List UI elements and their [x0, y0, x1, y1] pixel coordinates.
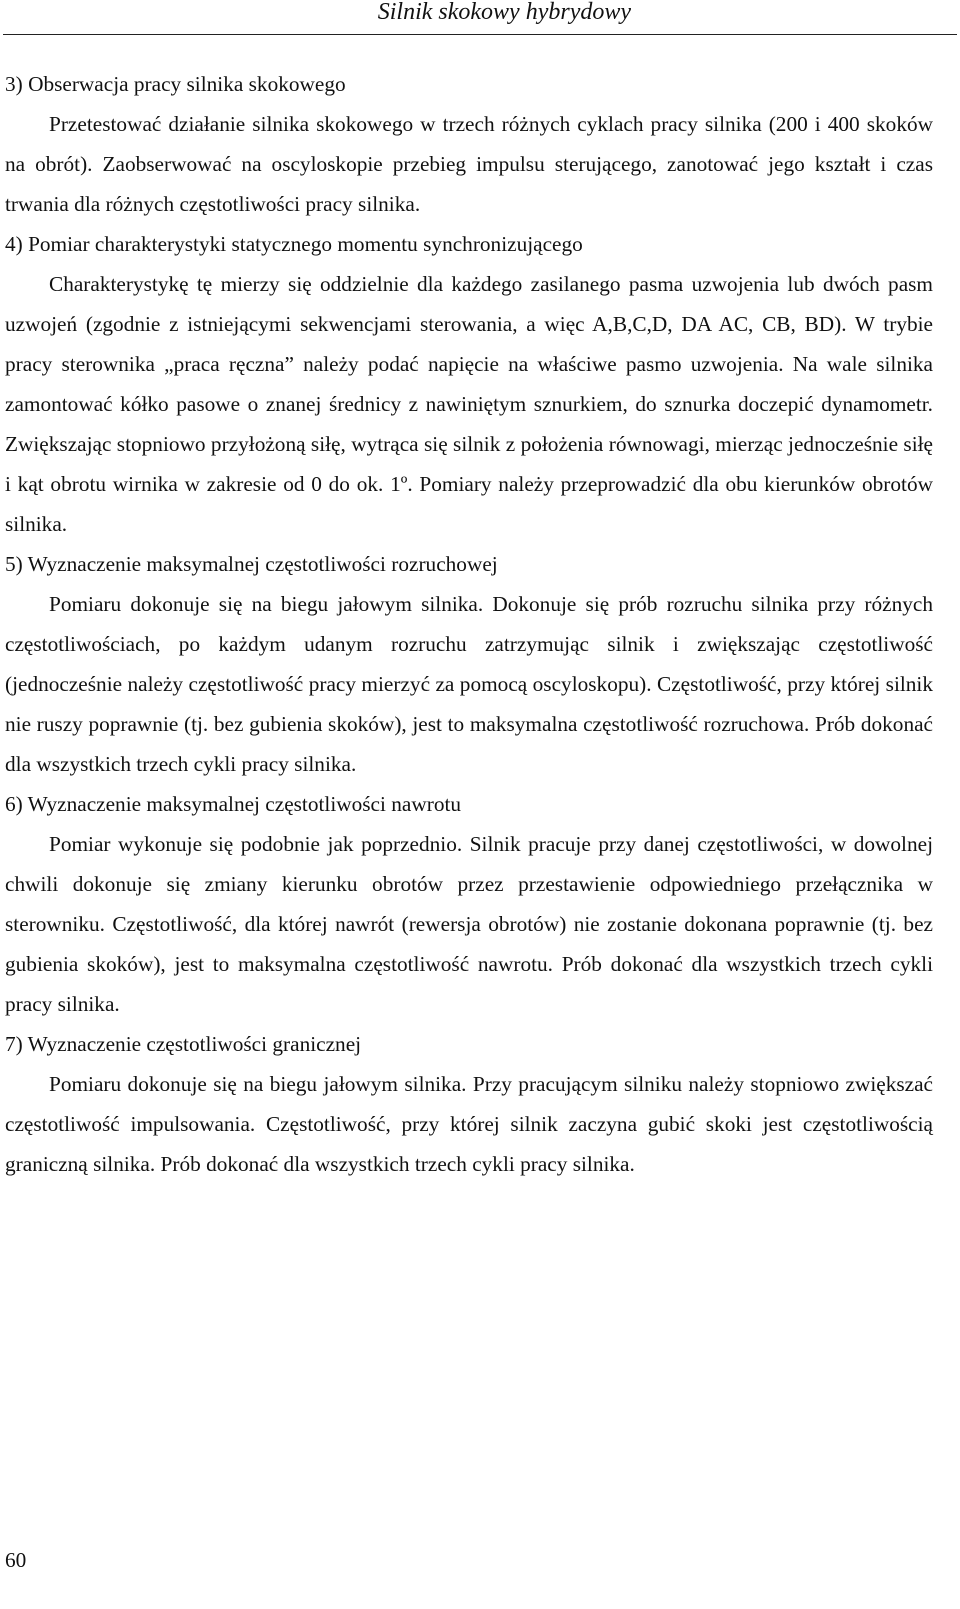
header-rule — [3, 34, 957, 35]
section-3 — [5, 64, 933, 224]
section-heading: 5) Wyznaczenie maksymalnej częstotliwości rozruchowej — [5, 552, 498, 576]
section-paragraph: Pomiaru dokonuje się na biegu jałowym silnika. Przy pracującym silniku należy stopniowo zwiększać częstotliwość impulsowania. Częstotliwość, przy której silnik zaczyna gubić skoki jest częstotliwością graniczną silnika. Prób dokonać dla wszystkich trzech cykli pracy silnika. — [5, 1072, 933, 1176]
section-heading: 6) Wyznaczenie maksymalnej częstotliwości nawrotu — [5, 792, 462, 816]
document-body — [5, 64, 933, 1184]
section-heading: 4) Pomiar charakterystyki statycznego momentu synchronizującego — [5, 232, 583, 256]
section-paragraph: Pomiar wykonuje się podobnie jak poprzednio. Silnik pracuje przy danej częstotliwości, w dowolnej chwili dokonuje się zmiany kierunku obrotów przez przestawienie odpowiedniego przełącznika w sterowniku. Częstotliwość, dla której nawrót (rewersja obrotów) nie zostanie dokonana poprawnie (tj. bez gubienia skoków), jest to maksymalna częstotliwość nawrotu. Prób dokonać dla wszystkich trzech cykli pracy silnika. — [5, 832, 933, 1016]
section-heading: 3) Obserwacja pracy silnika skokowego — [5, 72, 346, 96]
section-6 — [5, 784, 933, 1024]
page-header — [0, 0, 960, 36]
page-number: 60 — [5, 1548, 27, 1572]
section-paragraph: Charakterystykę tę mierzy się oddzielnie dla każdego zasilanego pasma uzwojenia lub dwóch pasm uzwojeń (zgodnie z istniejącymi sekwencjami sterowania, a więc A,B,C,D, DA AC, CB, BD). W trybie pracy sterownika „praca ręczna” należy podać napięcie na właściwe pasmo uzwojenia. Na wale silnika zamontować kółko pasowe o znanej średnicy z nawiniętym sznurkiem, do sznurka doczepić dynamometr. Zwiększając stopniowo przyłożoną siłę, wytrąca się silnik z położenia równowagi, mierząc jednocześnie siłę i kąt obrotu wirnika w zakresie od 0 do ok. 1º. Pomiary należy przeprowadzić dla obu kierunków obrotów silnika. — [5, 272, 933, 536]
section-heading: 7) Wyznaczenie częstotliwości granicznej — [5, 1032, 362, 1056]
section-paragraph: Pomiaru dokonuje się na biegu jałowym silnika. Dokonuje się prób rozruchu silnika przy różnych częstotliwościach, po każdym udanym rozruchu zatrzymując silnik i zwiększając częstotliwość (jednocześnie należy częstotliwość pracy mierzyć za pomocą oscyloskopu). Częstotliwość, przy której silnik nie ruszy poprawnie (tj. bez gubienia skoków), jest to maksymalna częstotliwość rozruchowa. Prób dokonać dla wszystkich trzech cykli pracy silnika. — [5, 592, 933, 776]
section-paragraph: Przetestować działanie silnika skokowego w trzech różnych cyklach pracy silnika (200 i 400 skoków na obrót). Zaobserwować na oscyloskopie przebieg impulsu sterującego, zanotować jego kształt i czas trwania dla różnych częstotliwości pracy silnika. — [5, 112, 933, 216]
header-title: Silnik skokowy hybrydowy — [377, 0, 631, 25]
section-5 — [5, 544, 933, 784]
section-4 — [5, 224, 933, 544]
section-7 — [5, 1024, 933, 1184]
